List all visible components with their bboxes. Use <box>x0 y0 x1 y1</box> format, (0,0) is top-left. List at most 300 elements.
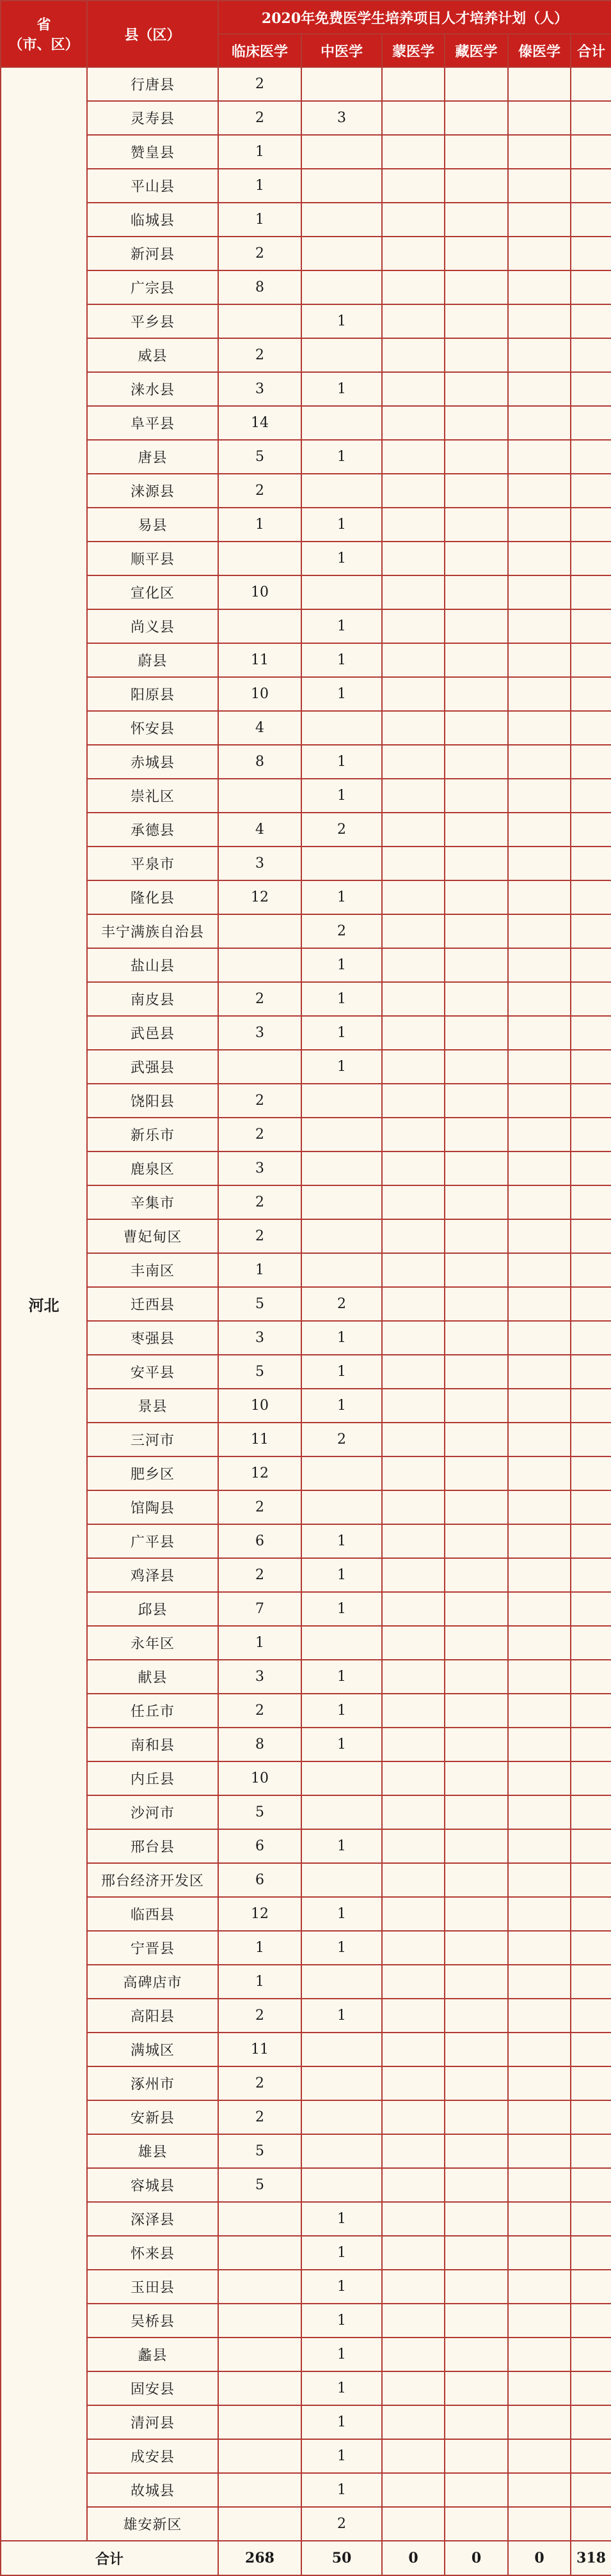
tibetan-cell <box>445 1728 508 1761</box>
table-row <box>1 508 611 542</box>
clinical-cell <box>218 2507 301 2541</box>
clinical-cell <box>218 914 301 948</box>
county-cell: 安平县 <box>87 1355 218 1389</box>
table-row <box>1 1456 611 1490</box>
table-row <box>1 1050 611 1084</box>
sum-cell <box>571 1863 611 1897</box>
sum-cell <box>571 2202 611 2236</box>
county-cell: 雄安新区 <box>87 2507 218 2541</box>
tibetan-cell <box>445 745 508 779</box>
clinical-cell: 3 <box>218 1151 301 1185</box>
mongolian-cell <box>382 982 445 1016</box>
county-cell: 武强县 <box>87 1050 218 1084</box>
dai-cell <box>508 1185 571 1219</box>
clinical-cell <box>218 2371 301 2405</box>
mongolian-cell <box>382 169 445 203</box>
mongolian-cell <box>382 2439 445 2473</box>
county-cell: 南和县 <box>87 1728 218 1761</box>
table-row <box>1 1185 611 1219</box>
tcm-cell: 1 <box>301 2371 382 2405</box>
mongolian-cell <box>382 1592 445 1626</box>
table-row <box>1 1355 611 1389</box>
total-mongolian-cell: 0 <box>382 2541 445 2575</box>
tcm-cell <box>301 2100 382 2134</box>
table-row <box>1 1151 611 1185</box>
mongolian-cell <box>382 1931 445 1965</box>
clinical-cell: 3 <box>218 372 301 406</box>
table-row <box>1 270 611 304</box>
sum-cell <box>571 1829 611 1863</box>
dai-cell <box>508 2134 571 2168</box>
total-tcm-cell: 50 <box>301 2541 382 2575</box>
county-cell: 安新县 <box>87 2100 218 2134</box>
sum-cell <box>571 1016 611 1050</box>
county-cell: 行唐县 <box>87 67 218 101</box>
dai-cell <box>508 609 571 643</box>
mongolian-cell <box>382 2405 445 2439</box>
clinical-cell: 5 <box>218 1795 301 1829</box>
dai-cell <box>508 508 571 542</box>
dai-cell <box>508 1761 571 1795</box>
table-row <box>1 1965 611 1999</box>
county-cell: 崇礼区 <box>87 779 218 813</box>
table-row <box>1 169 611 203</box>
county-cell: 蠡县 <box>87 2338 218 2371</box>
tcm-cell: 1 <box>301 982 382 1016</box>
tibetan-cell <box>445 2304 508 2338</box>
sum-cell <box>571 135 611 169</box>
mongolian-cell <box>382 2033 445 2066</box>
table-row <box>1 1863 611 1897</box>
table-row <box>1 2236 611 2270</box>
mongolian-cell <box>382 1728 445 1761</box>
table-row <box>1 2439 611 2473</box>
tibetan-cell <box>445 1761 508 1795</box>
tcm-cell <box>301 1084 382 1118</box>
mongolian-cell <box>382 1694 445 1728</box>
mongolian-cell <box>382 2338 445 2371</box>
dai-cell <box>508 1795 571 1829</box>
sum-cell <box>571 813 611 847</box>
tibetan-cell <box>445 1050 508 1084</box>
mongolian-cell <box>382 1795 445 1829</box>
mongolian-cell <box>382 1626 445 1660</box>
county-cell: 故城县 <box>87 2473 218 2507</box>
county-cell: 涿州市 <box>87 2066 218 2100</box>
tcm-cell: 1 <box>301 542 382 575</box>
tibetan-cell <box>445 2202 508 2236</box>
tcm-cell: 1 <box>301 2270 382 2304</box>
table-row <box>1 1999 611 2033</box>
sum-cell <box>571 1761 611 1795</box>
tibetan-cell <box>445 2405 508 2439</box>
tcm-cell: 1 <box>301 372 382 406</box>
clinical-cell: 8 <box>218 270 301 304</box>
mongolian-cell <box>382 372 445 406</box>
county-cell: 灵寿县 <box>87 101 218 135</box>
dai-cell <box>508 1423 571 1456</box>
dai-cell <box>508 406 571 440</box>
plan-title-header: 2020年免费医学生培养项目人才培养计划（人） <box>218 1 611 34</box>
tcm-cell: 1 <box>301 1829 382 1863</box>
table-row <box>1 982 611 1016</box>
tcm-cell <box>301 1795 382 1829</box>
tibetan-cell <box>445 304 508 338</box>
clinical-cell: 11 <box>218 1423 301 1456</box>
tcm-cell: 1 <box>301 508 382 542</box>
mongolian-cell <box>382 1389 445 1423</box>
clinical-cell <box>218 2338 301 2371</box>
mongolian-cell <box>382 1965 445 1999</box>
county-cell: 成安县 <box>87 2439 218 2473</box>
tcm-cell <box>301 2033 382 2066</box>
dai-cell <box>508 677 571 711</box>
dai-cell <box>508 1016 571 1050</box>
sum-cell <box>571 372 611 406</box>
dai-cell <box>508 372 571 406</box>
dai-column-header: 傣医学 <box>508 34 571 67</box>
tcm-cell: 1 <box>301 1592 382 1626</box>
county-cell: 蔚县 <box>87 643 218 677</box>
dai-cell <box>508 2066 571 2100</box>
sum-cell <box>571 982 611 1016</box>
clinical-cell: 2 <box>218 1185 301 1219</box>
clinical-cell: 2 <box>218 101 301 135</box>
tibetan-cell <box>445 2439 508 2473</box>
clinical-cell: 2 <box>218 1118 301 1151</box>
dai-cell <box>508 1355 571 1389</box>
tibetan-cell <box>445 1321 508 1355</box>
sum-cell <box>571 1931 611 1965</box>
mongolian-cell <box>382 1423 445 1456</box>
table-row <box>1 1592 611 1626</box>
tibetan-cell <box>445 542 508 575</box>
table-row <box>1 880 611 914</box>
tcm-cell: 1 <box>301 2405 382 2439</box>
tcm-cell <box>301 1456 382 1490</box>
mongolian-cell <box>382 609 445 643</box>
tibetan-cell <box>445 237 508 270</box>
table-row <box>1 474 611 508</box>
province-header-line1: 省 <box>36 17 51 33</box>
county-column-header: 县（区） <box>87 1 218 67</box>
mongolian-cell <box>382 304 445 338</box>
tibetan-cell <box>445 1524 508 1558</box>
dai-cell <box>508 711 571 745</box>
province-header-line2: （市、区） <box>8 36 79 53</box>
county-cell: 辛集市 <box>87 1185 218 1219</box>
county-cell: 临西县 <box>87 1897 218 1931</box>
sum-cell <box>571 1253 611 1287</box>
tibetan-cell <box>445 203 508 237</box>
dai-cell <box>508 1829 571 1863</box>
county-cell: 鹿泉区 <box>87 1151 218 1185</box>
mongolian-cell <box>382 270 445 304</box>
tcm-cell <box>301 237 382 270</box>
sum-cell <box>571 575 611 609</box>
tibetan-cell <box>445 1965 508 1999</box>
tcm-cell <box>301 1118 382 1151</box>
sum-cell <box>571 2134 611 2168</box>
clinical-cell: 2 <box>218 2066 301 2100</box>
dai-cell <box>508 2405 571 2439</box>
sum-cell <box>571 1626 611 1660</box>
sum-cell <box>571 1694 611 1728</box>
table-row <box>1 372 611 406</box>
mongolian-cell <box>382 135 445 169</box>
county-cell: 怀安县 <box>87 711 218 745</box>
county-cell: 丰宁满族自治县 <box>87 914 218 948</box>
tcm-cell: 1 <box>301 880 382 914</box>
table-row <box>1 1931 611 1965</box>
sum-cell <box>571 2270 611 2304</box>
county-cell: 饶阳县 <box>87 1084 218 1118</box>
county-cell: 邱县 <box>87 1592 218 1626</box>
table-row <box>1 914 611 948</box>
table-row <box>1 1389 611 1423</box>
clinical-cell: 5 <box>218 1355 301 1389</box>
sum-cell <box>571 1321 611 1355</box>
tibetan-cell <box>445 711 508 745</box>
tcm-cell: 1 <box>301 2338 382 2371</box>
clinical-cell: 10 <box>218 1761 301 1795</box>
tibetan-cell <box>445 406 508 440</box>
tcm-cell: 1 <box>301 2236 382 2270</box>
tibetan-cell <box>445 1829 508 1863</box>
table-row <box>1 1558 611 1592</box>
dai-cell <box>508 542 571 575</box>
tcm-cell: 2 <box>301 813 382 847</box>
dai-cell <box>508 745 571 779</box>
clinical-cell: 5 <box>218 440 301 474</box>
tcm-cell: 1 <box>301 1321 382 1355</box>
table-row <box>1 1016 611 1050</box>
clinical-cell: 2 <box>218 1558 301 1592</box>
tibetan-cell <box>445 2033 508 2066</box>
tcm-cell: 1 <box>301 304 382 338</box>
tcm-cell <box>301 711 382 745</box>
dai-cell <box>508 643 571 677</box>
county-cell: 高阳县 <box>87 1999 218 2033</box>
mongolian-cell <box>382 2270 445 2304</box>
sum-cell <box>571 508 611 542</box>
mongolian-cell <box>382 474 445 508</box>
tcm-cell <box>301 847 382 880</box>
dai-cell <box>508 1863 571 1897</box>
dai-cell <box>508 982 571 1016</box>
county-cell: 南皮县 <box>87 982 218 1016</box>
mongolian-cell <box>382 1016 445 1050</box>
sum-cell <box>571 203 611 237</box>
county-cell: 献县 <box>87 1660 218 1694</box>
sum-cell <box>571 1084 611 1118</box>
mongolian-cell <box>382 1524 445 1558</box>
sum-cell <box>571 1999 611 2033</box>
clinical-cell <box>218 779 301 813</box>
tcm-cell: 3 <box>301 101 382 135</box>
sum-cell <box>571 1389 611 1423</box>
clinical-cell <box>218 2236 301 2270</box>
dai-cell <box>508 1592 571 1626</box>
clinical-cell: 2 <box>218 237 301 270</box>
tibetan-cell <box>445 1592 508 1626</box>
tibetan-cell <box>445 643 508 677</box>
sum-cell <box>571 304 611 338</box>
county-cell: 盐山县 <box>87 948 218 982</box>
mongolian-cell <box>382 338 445 372</box>
county-cell: 武邑县 <box>87 1016 218 1050</box>
clinical-cell: 4 <box>218 813 301 847</box>
dai-cell <box>508 2371 571 2405</box>
tibetan-cell <box>445 982 508 1016</box>
table-row <box>1 2507 611 2541</box>
clinical-cell <box>218 2473 301 2507</box>
tcm-cell: 2 <box>301 2507 382 2541</box>
county-cell: 丰南区 <box>87 1253 218 1287</box>
sum-cell <box>571 1118 611 1151</box>
clinical-cell: 10 <box>218 1389 301 1423</box>
table-row <box>1 406 611 440</box>
county-cell: 固安县 <box>87 2371 218 2405</box>
county-cell: 宁晋县 <box>87 1931 218 1965</box>
clinical-cell: 3 <box>218 1321 301 1355</box>
sum-cell <box>571 1185 611 1219</box>
table-row <box>1 135 611 169</box>
dai-cell <box>508 2338 571 2371</box>
clinical-cell: 8 <box>218 745 301 779</box>
dai-cell <box>508 1321 571 1355</box>
tibetan-cell <box>445 440 508 474</box>
tibetan-cell <box>445 1219 508 1253</box>
mongolian-cell <box>382 2236 445 2270</box>
tibetan-cell <box>445 372 508 406</box>
tcm-cell: 1 <box>301 1931 382 1965</box>
mongolian-cell <box>382 542 445 575</box>
clinical-cell: 2 <box>218 67 301 101</box>
tcm-cell <box>301 270 382 304</box>
tibetan-cell <box>445 1389 508 1423</box>
dai-cell <box>508 1931 571 1965</box>
dai-cell <box>508 2236 571 2270</box>
sum-cell <box>571 1456 611 1490</box>
table-row <box>1 2338 611 2371</box>
county-cell: 尚义县 <box>87 609 218 643</box>
tibetan-cell <box>445 135 508 169</box>
dai-cell <box>508 1965 571 1999</box>
clinical-cell: 5 <box>218 2168 301 2202</box>
table-row <box>1 1524 611 1558</box>
sum-cell <box>571 542 611 575</box>
tibetan-cell <box>445 1016 508 1050</box>
county-cell: 平乡县 <box>87 304 218 338</box>
tibetan-cell <box>445 169 508 203</box>
county-cell: 鸡泽县 <box>87 1558 218 1592</box>
sum-cell <box>571 440 611 474</box>
dai-cell <box>508 203 571 237</box>
mongolian-cell <box>382 2304 445 2338</box>
dai-cell <box>508 1287 571 1321</box>
county-cell: 易县 <box>87 508 218 542</box>
clinical-cell: 8 <box>218 1728 301 1761</box>
clinical-cell: 1 <box>218 1965 301 1999</box>
mongolian-cell <box>382 1219 445 1253</box>
mongolian-cell <box>382 67 445 101</box>
tibetan-cell <box>445 1355 508 1389</box>
tibetan-cell <box>445 1660 508 1694</box>
tcm-cell <box>301 1151 382 1185</box>
table-row <box>1 575 611 609</box>
tcm-cell: 2 <box>301 1287 382 1321</box>
tcm-cell: 1 <box>301 779 382 813</box>
county-cell: 隆化县 <box>87 880 218 914</box>
county-cell: 满城区 <box>87 2033 218 2066</box>
total-clinical-cell: 268 <box>218 2541 301 2575</box>
tcm-cell: 2 <box>301 914 382 948</box>
sum-cell <box>571 745 611 779</box>
tcm-cell <box>301 575 382 609</box>
sum-cell <box>571 67 611 101</box>
tcm-cell: 1 <box>301 2202 382 2236</box>
sum-cell <box>571 2405 611 2439</box>
tcm-cell: 2 <box>301 1423 382 1456</box>
tibetan-cell <box>445 1999 508 2033</box>
sum-cell <box>571 643 611 677</box>
clinical-cell: 3 <box>218 1016 301 1050</box>
clinical-cell: 6 <box>218 1829 301 1863</box>
total-tibetan-cell: 0 <box>445 2541 508 2575</box>
table-row <box>1 948 611 982</box>
sum-cell <box>571 1558 611 1592</box>
table-row <box>1 1084 611 1118</box>
total-sum-cell: 318 <box>571 2541 611 2575</box>
tcm-cell: 1 <box>301 677 382 711</box>
mongolian-cell <box>382 1863 445 1897</box>
tibetan-cell <box>445 1626 508 1660</box>
dai-cell <box>508 880 571 914</box>
total-label-cell: 合计 <box>1 2541 218 2575</box>
tcm-cell: 1 <box>301 1389 382 1423</box>
sum-cell <box>571 1219 611 1253</box>
sum-cell <box>571 711 611 745</box>
county-cell: 景县 <box>87 1389 218 1423</box>
sum-cell <box>571 474 611 508</box>
county-cell: 深泽县 <box>87 2202 218 2236</box>
clinical-cell: 12 <box>218 1456 301 1490</box>
county-cell: 平泉市 <box>87 847 218 880</box>
clinical-cell: 3 <box>218 1660 301 1694</box>
sum-cell <box>571 169 611 203</box>
mongolian-cell <box>382 745 445 779</box>
mongolian-cell <box>382 711 445 745</box>
tibetan-cell <box>445 270 508 304</box>
county-cell: 唐县 <box>87 440 218 474</box>
table-row <box>1 1795 611 1829</box>
tcm-cell: 1 <box>301 2304 382 2338</box>
dai-cell <box>508 1524 571 1558</box>
clinical-cell: 6 <box>218 1524 301 1558</box>
clinical-cell: 2 <box>218 338 301 372</box>
tcm-cell <box>301 1185 382 1219</box>
tibetan-cell <box>445 1423 508 1456</box>
clinical-cell: 2 <box>218 1490 301 1524</box>
mongolian-cell <box>382 643 445 677</box>
sum-cell <box>571 237 611 270</box>
sum-cell <box>571 2066 611 2100</box>
province-column-header <box>1 1 87 67</box>
table-row <box>1 101 611 135</box>
table-row <box>1 1660 611 1694</box>
sum-cell <box>571 2473 611 2507</box>
